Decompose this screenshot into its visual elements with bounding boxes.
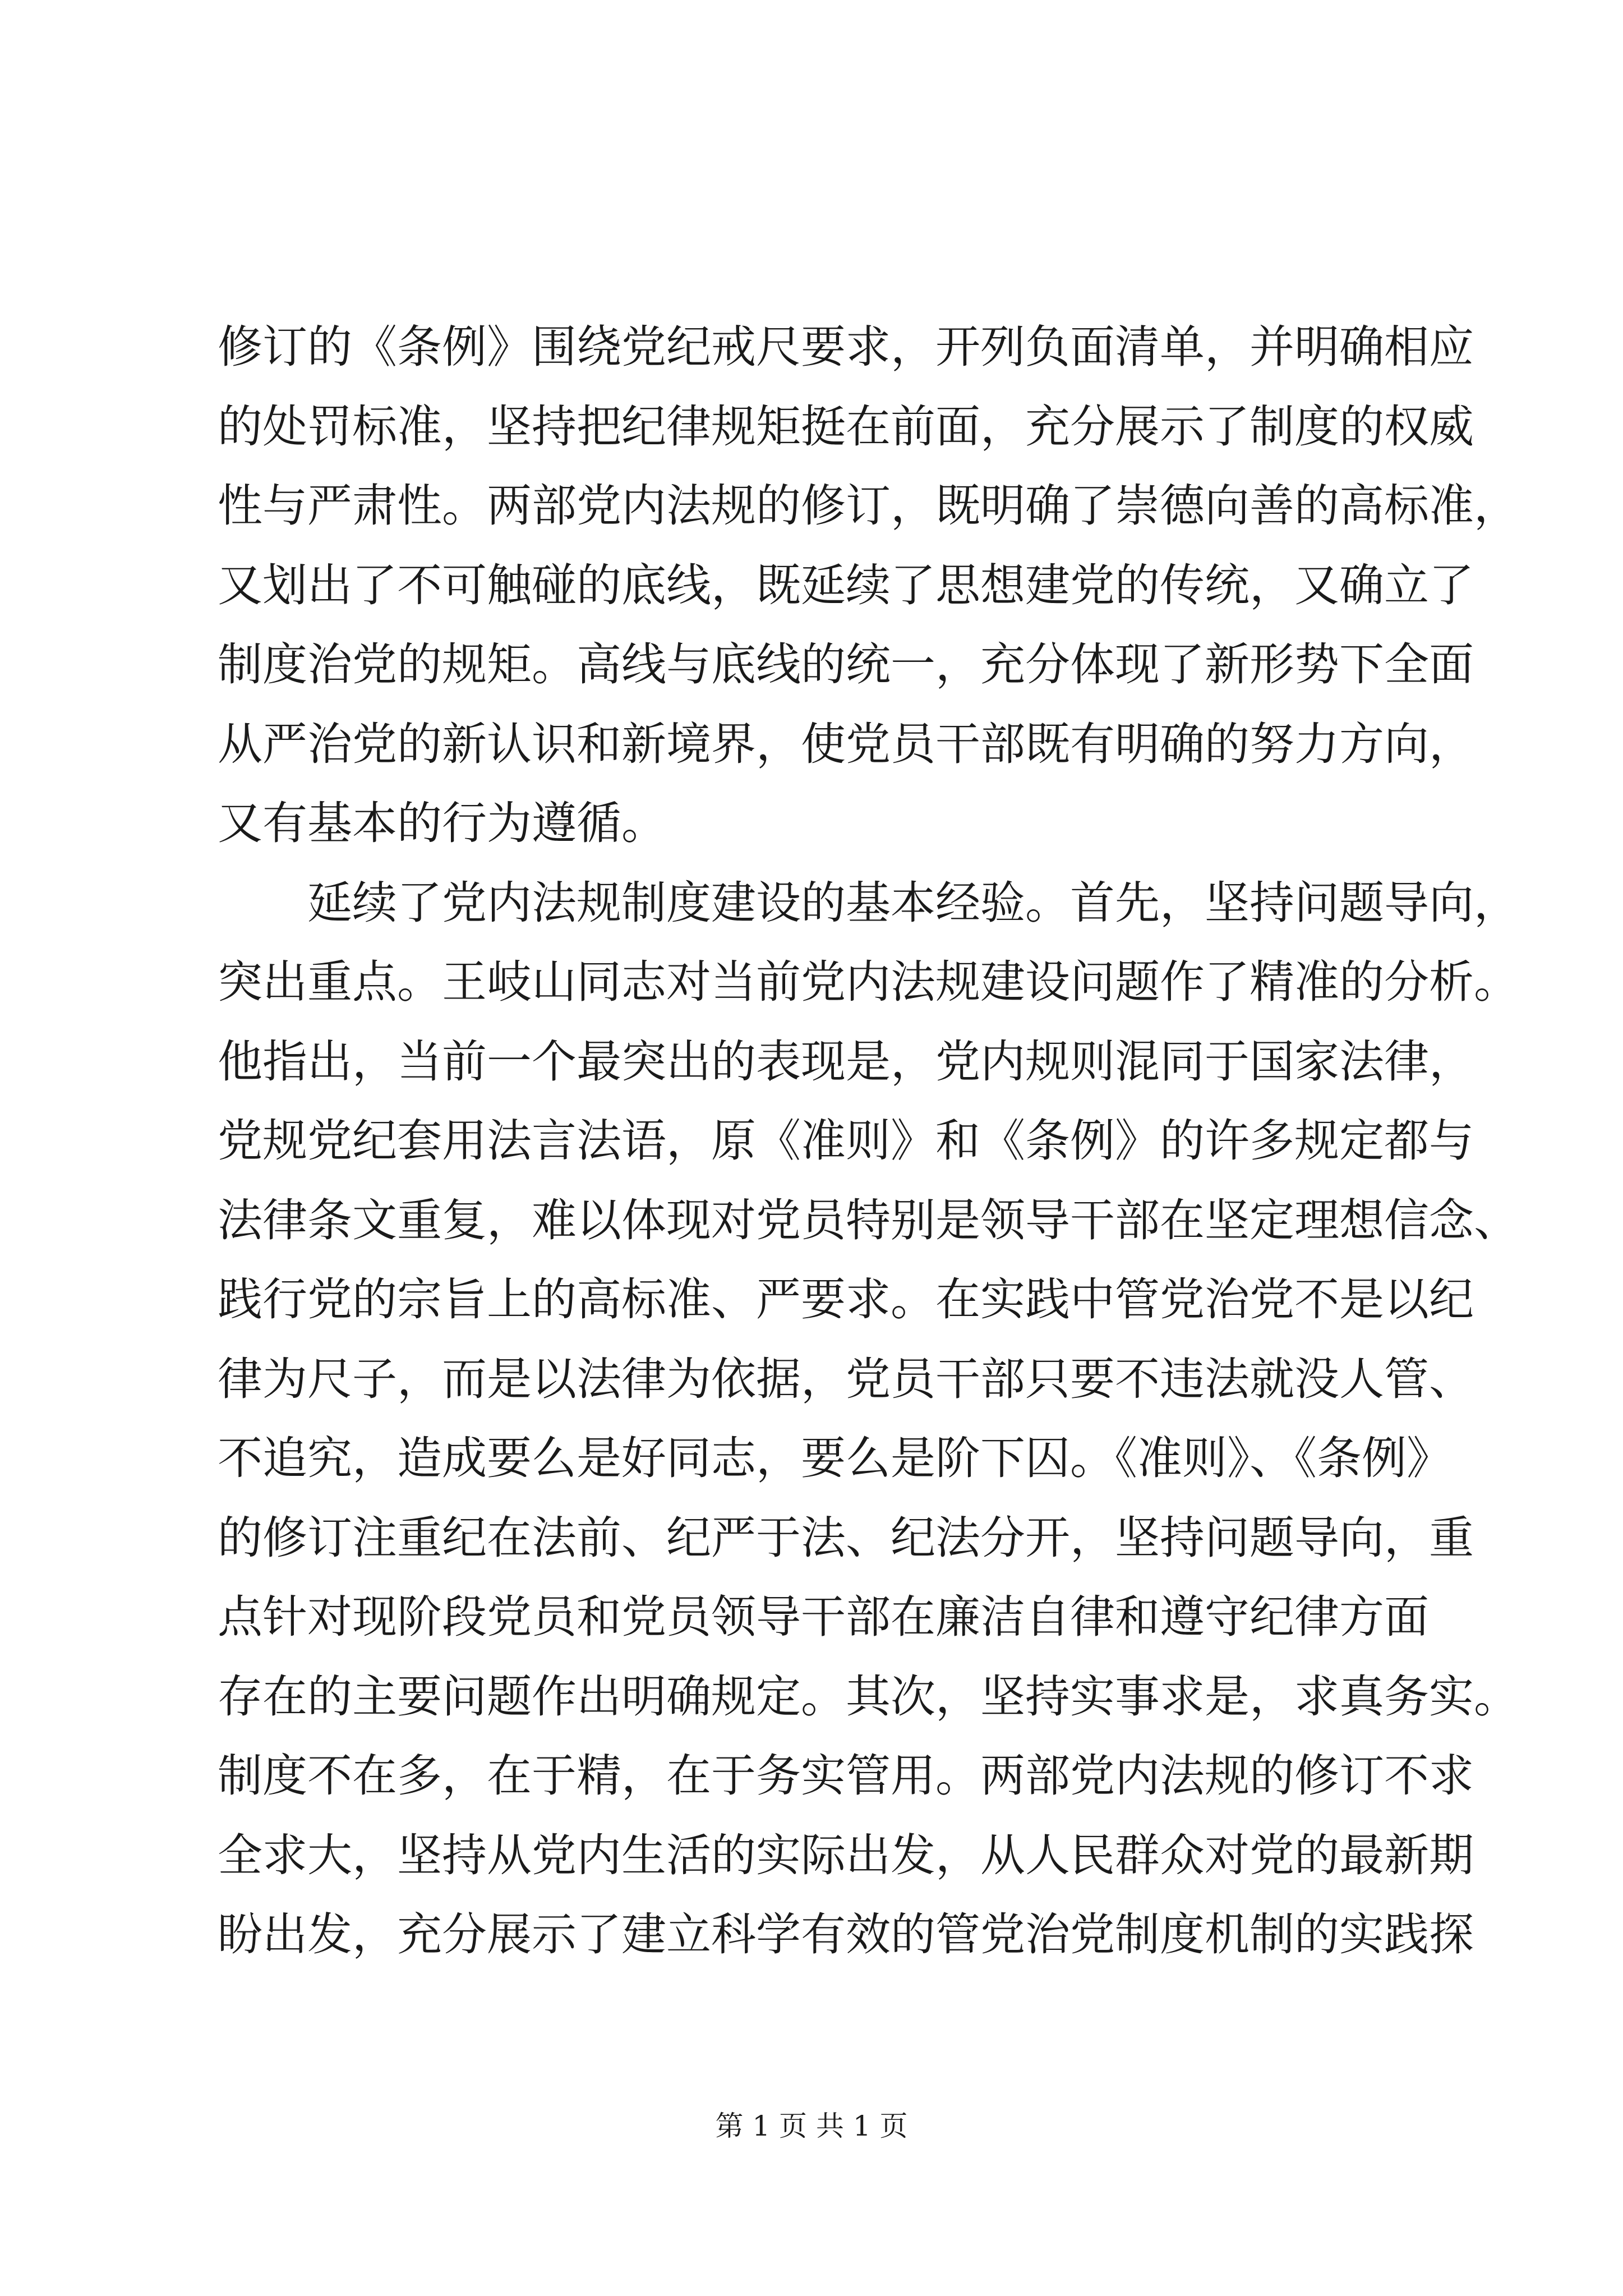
text-line: 点针对现阶段党员和党员领导干部在廉洁自律和遵守纪律方面 <box>218 1591 1429 1643</box>
text-line: 又有基本的行为遵循。 <box>218 797 666 849</box>
text-line: 不追究，造成要么是好同志，要么是阶下囚。《准则》、《条例》 <box>218 1432 1451 1484</box>
text-line: 的修订注重纪在法前、纪严于法、纪法分开，坚持问题导向，重 <box>218 1511 1474 1564</box>
page-footer: 第 1 页 共 1 页 <box>715 2110 908 2142</box>
text-line: 制度不在多，在于精，在于务实管用。两部党内法规的修订不求 <box>218 1750 1474 1802</box>
text-line: 党规党纪套用法言法语，原《准则》和《条例》的许多规定都与 <box>218 1115 1474 1167</box>
text-line: 盼出发，充分展示了建立科学有效的管党治党制度机制的实践探 <box>218 1908 1474 1961</box>
body-text <box>218 307 1519 1975</box>
text-line: 又划出了不可触碰的底线，既延续了思想建党的传统，又确立了 <box>218 559 1474 611</box>
text-line: 制度治党的规矩。高线与底线的统一，充分体现了新形势下全面 <box>218 638 1474 691</box>
text-line: 法律条文重复，难以体现对党员特别是领导干部在坚定理想信念、 <box>218 1194 1519 1246</box>
text-line: 修订的《条例》围绕党纪戒尺要求，开列负面清单，并明确相应 <box>218 321 1474 373</box>
text-line: 全求大，坚持从党内生活的实际出发，从人民群众对党的最新期 <box>218 1829 1474 1881</box>
text-line: 存在的主要问题作出明确规定。其次，坚持实事求是，求真务实。 <box>218 1670 1519 1723</box>
text-line: 的处罚标准，坚持把纪律规矩挺在前面，充分展示了制度的权威 <box>218 400 1474 453</box>
text-line: 性与严肃性。两部党内法规的修订，既明确了崇德向善的高标准， <box>218 480 1519 532</box>
text-line: 突出重点。王岐山同志对当前党内法规建设问题作了精准的分析。 <box>218 956 1519 1008</box>
text-line: 律为尺子，而是以法律为依据，党员干部只要不违法就没人管、 <box>218 1352 1474 1405</box>
text-line: 从严治党的新认识和新境界，使党员干部既有明确的努力方向， <box>218 717 1474 770</box>
text-line: 延续了党内法规制度建设的基本经验。首先，坚持问题导向， <box>307 876 1519 929</box>
text-line: 践行党的宗旨上的高标准、严要求。在实践中管党治党不是以纪 <box>218 1273 1474 1326</box>
text-line: 他指出，当前一个最突出的表现是，党内规则混同于国家法律， <box>218 1035 1474 1088</box>
